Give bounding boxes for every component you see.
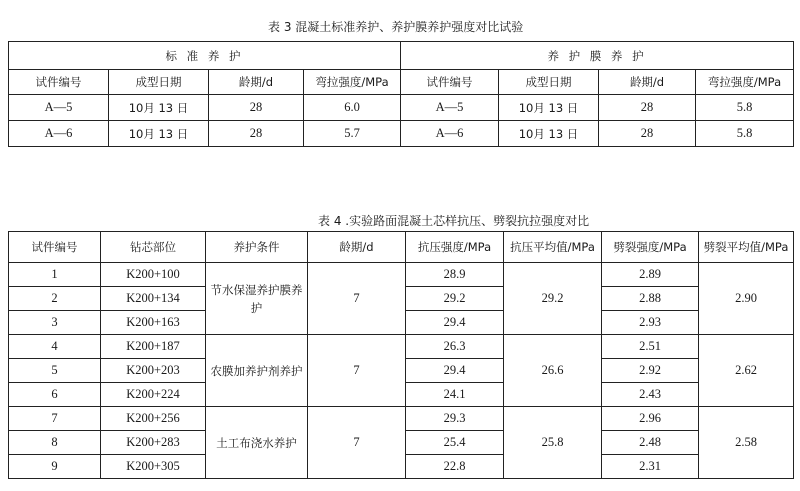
group-film-curing: 养 护 膜 养 护 — [401, 42, 794, 70]
cell: K200+305 — [101, 455, 206, 479]
col-header: 龄期/d — [599, 70, 696, 95]
cell: 5.7 — [304, 121, 401, 147]
age-cell: 7 — [308, 407, 406, 479]
cell: 28.9 — [406, 263, 504, 287]
col-header: 钻芯部位 — [101, 232, 206, 263]
table4-caption: 表 4 .实验路面混凝土芯样抗压、劈裂抗拉强度对比 — [318, 214, 590, 228]
cell: 7 — [9, 407, 101, 431]
col-header: 弯拉强度/MPa — [696, 70, 794, 95]
cell: 10月 13 日 — [499, 121, 599, 147]
col-header: 龄期/d — [308, 232, 406, 263]
cell: 3 — [9, 311, 101, 335]
cell: 2.51 — [602, 335, 699, 359]
compressive-average-cell: 26.6 — [504, 335, 602, 407]
col-header: 劈裂平均值/MPa — [699, 232, 794, 263]
cell: K200+283 — [101, 431, 206, 455]
cell: 4 — [9, 335, 101, 359]
cell: 5.8 — [696, 121, 794, 147]
table4-header-row — [9, 232, 794, 263]
cell: K200+163 — [101, 311, 206, 335]
table-row — [9, 407, 794, 431]
cell: A—5 — [9, 95, 109, 121]
splitting-average-cell: 2.62 — [699, 335, 794, 407]
cell: 2.31 — [602, 455, 699, 479]
col-header: 抗压强度/MPa — [406, 232, 504, 263]
table3-caption: 表 3 混凝土标准养护、养护膜养护强度对比试验 — [268, 20, 524, 34]
col-header: 试件编号 — [401, 70, 499, 95]
table-row — [9, 263, 794, 287]
cell: 29.2 — [406, 287, 504, 311]
col-header: 弯拉强度/MPa — [304, 70, 401, 95]
cell: 2.96 — [602, 407, 699, 431]
cell: 29.4 — [406, 359, 504, 383]
table3-group-header-row — [9, 42, 794, 70]
cell: 28 — [209, 121, 304, 147]
cell: 28 — [599, 95, 696, 121]
col-header: 成型日期 — [499, 70, 599, 95]
table-row — [9, 121, 794, 147]
cell: 2.88 — [602, 287, 699, 311]
table3-column-header-row — [9, 70, 794, 95]
cell: 2.93 — [602, 311, 699, 335]
col-header: 抗压平均值/MPa — [504, 232, 602, 263]
curing-condition-cell: 农膜加养护剂养护 — [206, 335, 308, 407]
col-header: 养护条件 — [206, 232, 308, 263]
cell: A—6 — [401, 121, 499, 147]
group-standard-curing: 标 准 养 护 — [9, 42, 401, 70]
compressive-average-cell: 25.8 — [504, 407, 602, 479]
compressive-average-cell: 29.2 — [504, 263, 602, 335]
col-header: 试件编号 — [9, 232, 101, 263]
cell: K200+256 — [101, 407, 206, 431]
cell: K200+203 — [101, 359, 206, 383]
col-header: 劈裂强度/MPa — [602, 232, 699, 263]
splitting-average-cell: 2.90 — [699, 263, 794, 335]
cell: 2.43 — [602, 383, 699, 407]
cell: A—6 — [9, 121, 109, 147]
curing-condition-cell: 节水保湿养护膜养护 — [206, 263, 308, 335]
cell: 28 — [209, 95, 304, 121]
cell: A—5 — [401, 95, 499, 121]
cell: K200+100 — [101, 263, 206, 287]
cell: 10月 13 日 — [109, 95, 209, 121]
table3-curing-comparison — [8, 41, 794, 147]
cell: 2.89 — [602, 263, 699, 287]
table-row — [9, 335, 794, 359]
cell: 9 — [9, 455, 101, 479]
splitting-average-cell: 2.58 — [699, 407, 794, 479]
col-header: 龄期/d — [209, 70, 304, 95]
cell: K200+224 — [101, 383, 206, 407]
cell: 6.0 — [304, 95, 401, 121]
age-cell: 7 — [308, 335, 406, 407]
cell: 25.4 — [406, 431, 504, 455]
col-header: 成型日期 — [109, 70, 209, 95]
cell: 22.8 — [406, 455, 504, 479]
cell: 1 — [9, 263, 101, 287]
curing-condition-cell: 土工布浇水养护 — [206, 407, 308, 479]
cell: 29.4 — [406, 311, 504, 335]
col-header: 试件编号 — [9, 70, 109, 95]
cell: K200+134 — [101, 287, 206, 311]
cell: 5 — [9, 359, 101, 383]
cell: K200+187 — [101, 335, 206, 359]
cell: 8 — [9, 431, 101, 455]
cell: 6 — [9, 383, 101, 407]
cell: 26.3 — [406, 335, 504, 359]
cell: 2.92 — [602, 359, 699, 383]
cell: 2.48 — [602, 431, 699, 455]
cell: 10月 13 日 — [109, 121, 209, 147]
cell: 2 — [9, 287, 101, 311]
cell: 28 — [599, 121, 696, 147]
age-cell: 7 — [308, 263, 406, 335]
table-row — [9, 95, 794, 121]
cell: 29.3 — [406, 407, 504, 431]
table4-core-strength — [8, 231, 794, 479]
cell: 5.8 — [696, 95, 794, 121]
cell: 24.1 — [406, 383, 504, 407]
cell: 10月 13 日 — [499, 95, 599, 121]
